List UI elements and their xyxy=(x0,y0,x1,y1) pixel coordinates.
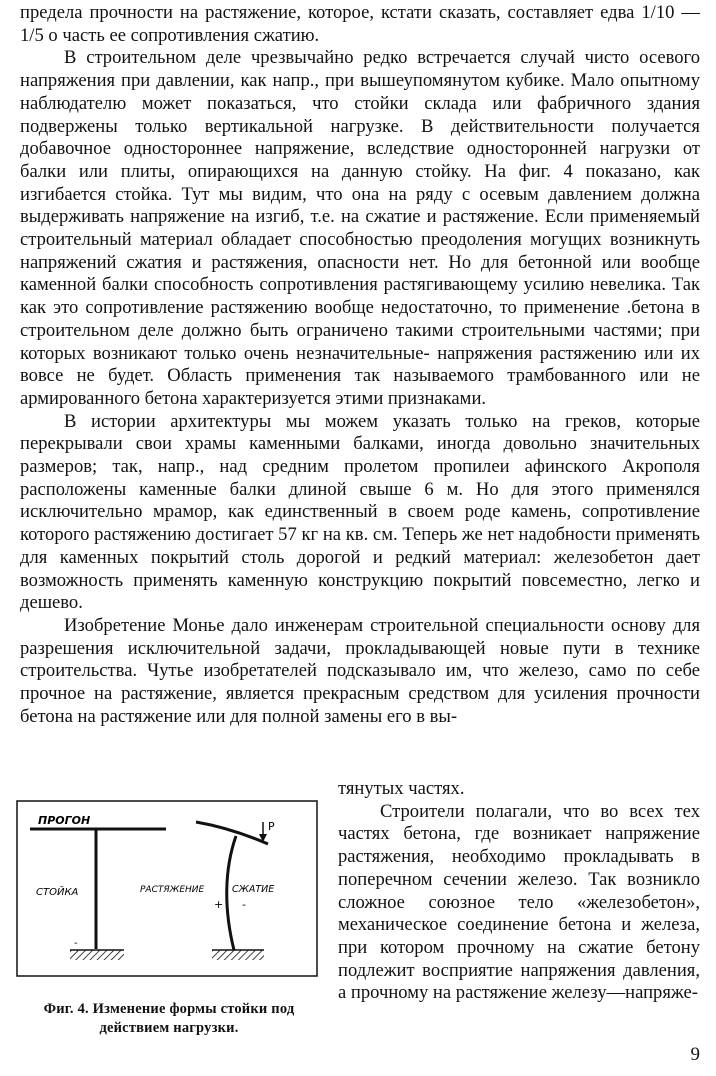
paragraph-5: Строители полагали, что во всех тех частях бетона, где возникает напряжение растяжения, необходимо прокладывать в поперечном сечении железо. Так возникло сложное союзное тело «железобетон», механическое соединение бетона и железа, при котором прочному на сжатие бетону подлежит восприятие напряжения давления, а прочному на растяжение железу—напряже- xyxy=(338,800,700,1004)
page-number: 9 xyxy=(690,1044,700,1065)
right-column-text xyxy=(338,778,700,1005)
main-text xyxy=(20,2,700,729)
figure-caption: Фиг. 4. Изменение формы стойки под действием нагрузки. xyxy=(43,1001,295,1036)
minus-sign-left: - xyxy=(74,938,78,949)
label-post: СТОЙКА xyxy=(36,887,79,898)
label-purlin: ПРОГОН xyxy=(38,814,91,827)
label-compression: СЖАТИЕ xyxy=(232,884,275,895)
plus-sign: + xyxy=(214,898,224,911)
foundation-right xyxy=(212,950,264,960)
paragraph-1: предела прочности на растяжение, которое, кстати сказать, составляет едва 1/10 — 1/5 о часть ее сопротивления сжатию. xyxy=(20,2,700,46)
paragraph-2: В строительном деле чрезвычайно редко встречается случай чисто осевого напряжения при давлении, как напр., при вышеупомянутом кубике. Мало опытному наблюдателю может показаться, что стойки склада или фабричного здания подвержены только вертикальной нагрузке. В действительности получается добавочное одностороннее напряжение, вследствие односторонней нагрузки от балки или плиты, опирающихся на данную стойку. На фиг. 4 показано, как изгибается стойка. Тут мы видим, что она на ряду с осевым давлением должна выдерживать напряжение на изгиб, т.е. на сжатие и растяжение. Если применяемый строительный материал обладает способностью преодоления могущих возникнуть напряжений сжатия и растяжения, опасности нет. Но для бетонной или вообще каменной балки способность сопротивления растягивающему усилию невелика. Так как это сопротивление растяжению вообще недостаточно, то применение .бетона в строительном деле должно быть ограничено такими строительными частями; при которых возникают только очень незначительные- напряжения растяжению или их вовсе не будет. Область применения так называемого трамбованного или не армированного бетона характеризуется этими признаками. xyxy=(20,47,700,409)
label-tension: РАСТЯЖЕНИЕ xyxy=(140,885,205,895)
purlin-beam-deflected xyxy=(196,822,268,844)
paragraph-4: Изобретение Монье дало инженерам строительной специальности основу для разрешения исключительной задачи, прокладывающей новые пути в технике строительства. Чутье изобретателей подсказывало им, что железо, само по себе прочное на растяжение, является прекрасным средством для усиления прочности бетона на растяжение или для полной замены его в вы- xyxy=(20,614,700,727)
paragraph-3: В истории архитектуры мы можем указать только на греков, которые перекрывали свои храмы каменными балками, иногда довольно значительных размеров; так, напр., над средним пролетом пропилеи афинского Акрополя расположены каменные балки длиной свыше 6 м. Но для этого применялся исключительно мрамор, как единственный в своем роде камень, сопротивление которого растяжению достигает 57 кг на кв. см. Теперь же нет надобности применять для каменных покрытий столь дорогой и редкий материал: железобетон дает возможность применять каменную конструкцию покрытий повсеместно, легко и дешево. xyxy=(20,410,700,614)
minus-sign-right: - xyxy=(242,898,246,911)
post-deformation-diagram xyxy=(16,800,320,978)
label-load: P xyxy=(268,820,275,833)
continuation-line: тянутых частях. xyxy=(338,778,465,799)
foundation-left xyxy=(70,950,124,960)
figure-4 xyxy=(16,800,320,978)
